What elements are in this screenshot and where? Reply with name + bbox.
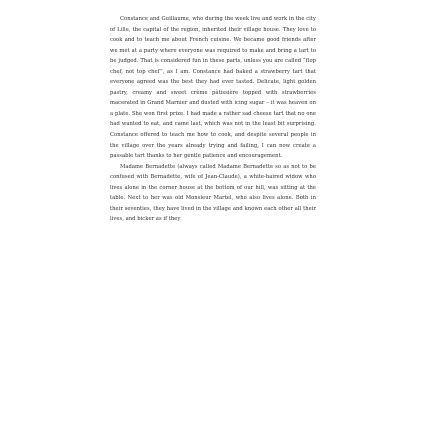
- paragraph-1: Constance and Guillaume, who during the week live and work in the city of Lille, the capital of the region, inherited their village house. They love to cook and to teach me about French cuisine. We became good friends after we met at a party where everyone was required to make and bring a tart to be judged. That is considered fun in these parts, unless you are called “flop chef, not top chef”, as I am. Constance had baked a strawberry tart that everyone agreed was the best they had ever tasted. Delicate, light golden pastry, creamy and sweet crème pâtissière topped with strawberries macerated in Grand Marnier and dusted with icing sugar – it was heaven on a plate. She won first prize. I had made a rather sad cheese tart that no one had wanted to eat, and came last, which was not in the least bit surprising. Constance offered to teach me how to cook, and despite several people in the village over the years already trying and failing, I can now create a passable tart thanks to her gentle patience and encouragement.: [110, 16, 316, 160]
- paragraph-2: Madame Bernadette (always called Madame Bernadette so as not to be confused with Bernadette, wife of Jean-Claude), a white-haired widow who lives alone in the corner house at the bottom of our hill, was sitting at the table. Next to her was old Monsieur Martel, who also lives alone. Both in their seventies, they have lived in the village and known each other all their lives, and bicker as if they: [110, 163, 316, 223]
- body-text: [110, 14, 316, 225]
